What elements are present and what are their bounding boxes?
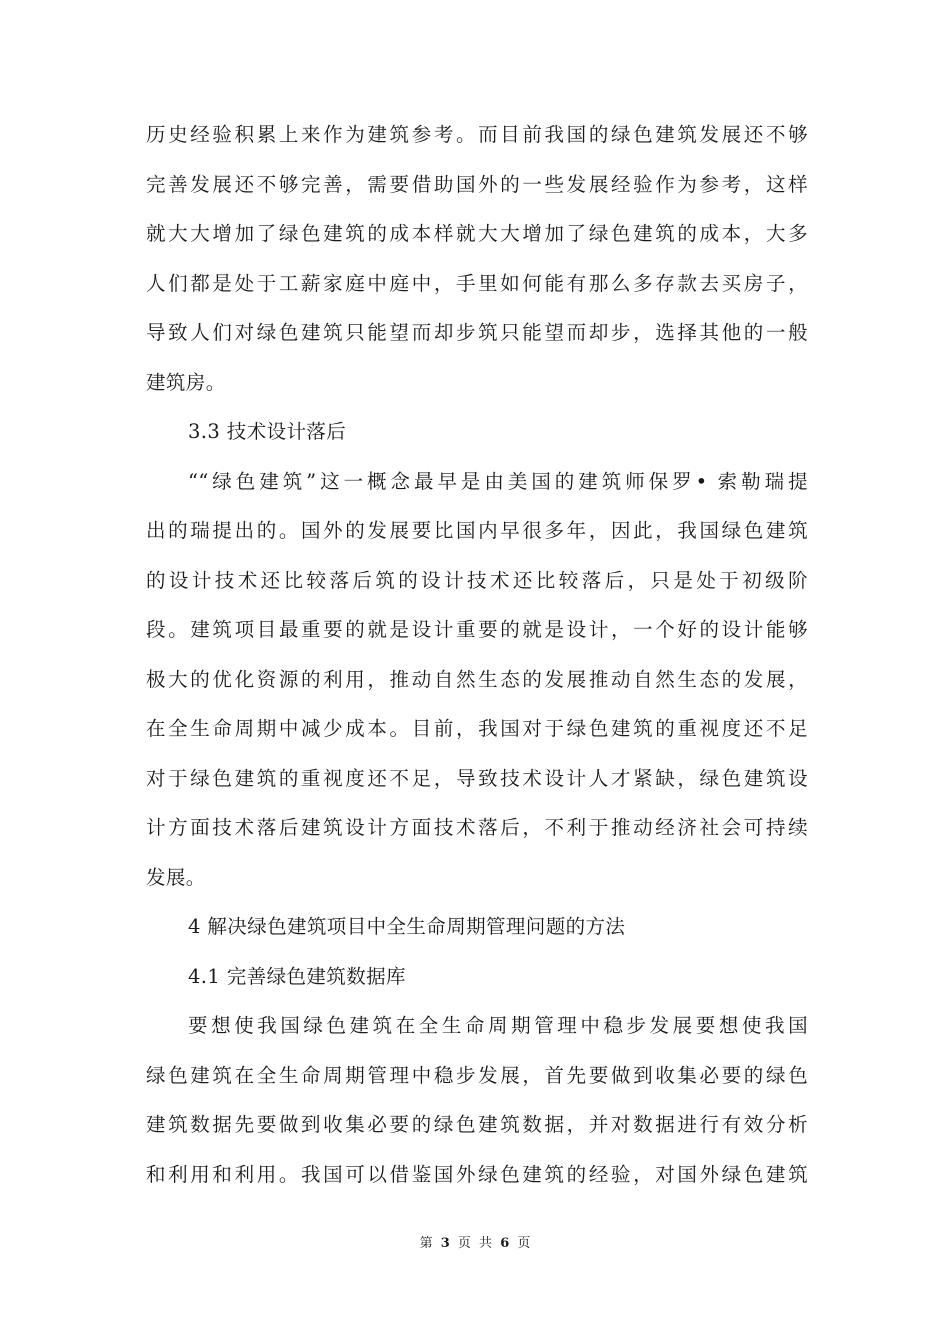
text-line: 要想使我国绿色建筑在全生命周期管理中稳步发展要想使我国	[188, 1014, 808, 1037]
text-line: 的设计技术还比较落后筑的设计技术还比较落后，只是处于初级阶	[146, 568, 808, 592]
text-line: 建筑房。	[146, 370, 226, 394]
body-text	[146, 110, 808, 1199]
text-line: ““绿色建筑”这一概念最早是由美国的建筑师保罗• 索勒瑞提	[188, 469, 808, 493]
text-line: 历史经验积累上来作为建筑参考。而目前我国的绿色建筑发展还不够	[146, 123, 808, 146]
text-line: 段。建筑项目最重要的就是设计重要的就是设计，一个好的设计能够	[146, 618, 808, 641]
text-line: 极大的优化资源的利用，推动自然生态的发展推动自然生态的发展，	[146, 667, 808, 691]
text-line: 就大大增加了绿色建筑的成本样就大大增加了绿色建筑的成本，大多	[146, 222, 808, 245]
footer-suffix: 页	[517, 1236, 531, 1251]
text-line: 建筑数据先要做到收集必要的绿色建筑数据，并对数据进行有效分析	[146, 1113, 808, 1136]
page-footer	[0, 1232, 950, 1251]
text-line: 对于绿色建筑的重视度还不足，导致技术设计人才紧缺，绿色建筑设	[146, 766, 808, 790]
section-heading-4-1: 4.1 完善绿色建筑数据库	[188, 964, 406, 988]
text-line: 计方面技术落后建筑设计方面技术落后，不利于推动经济社会可持续	[146, 816, 808, 839]
section-heading-3-3: 3.3 技术设计落后	[188, 420, 347, 443]
footer-page-number: 3	[440, 1236, 450, 1251]
text-line: 人们都是处于工薪家庭中庭中，手里如何能有那么多存款去买房子，	[146, 271, 808, 295]
text-line: 完善发展还不够完善，需要借助国外的一些发展经验作为参考，这样	[146, 172, 808, 196]
text-line: 在全生命周期中减少成本。目前，我国对于绿色建筑的重视度还不足	[146, 717, 808, 740]
text-line: 和利用和利用。我国可以借鉴国外绿色建筑的经验，对国外绿色建筑	[146, 1162, 808, 1186]
footer-total-pages: 6	[500, 1236, 510, 1251]
section-heading-4: 4 解决绿色建筑项目中全生命周期管理问题的方法	[188, 915, 626, 938]
text-line: 绿色建筑在全生命周期管理中稳步发展，首先要做到收集必要的绿色	[146, 1063, 808, 1087]
footer-prefix: 第	[419, 1236, 433, 1251]
footer-middle: 页 共	[457, 1236, 493, 1251]
text-line: 导致人们对绿色建筑只能望而却步筑只能望而却步，选择其他的一般	[146, 321, 808, 344]
text-line: 发展。	[146, 865, 206, 889]
text-line: 出的瑞提出的。国外的发展要比国内早很多年，因此，我国绿色建筑	[146, 519, 808, 542]
